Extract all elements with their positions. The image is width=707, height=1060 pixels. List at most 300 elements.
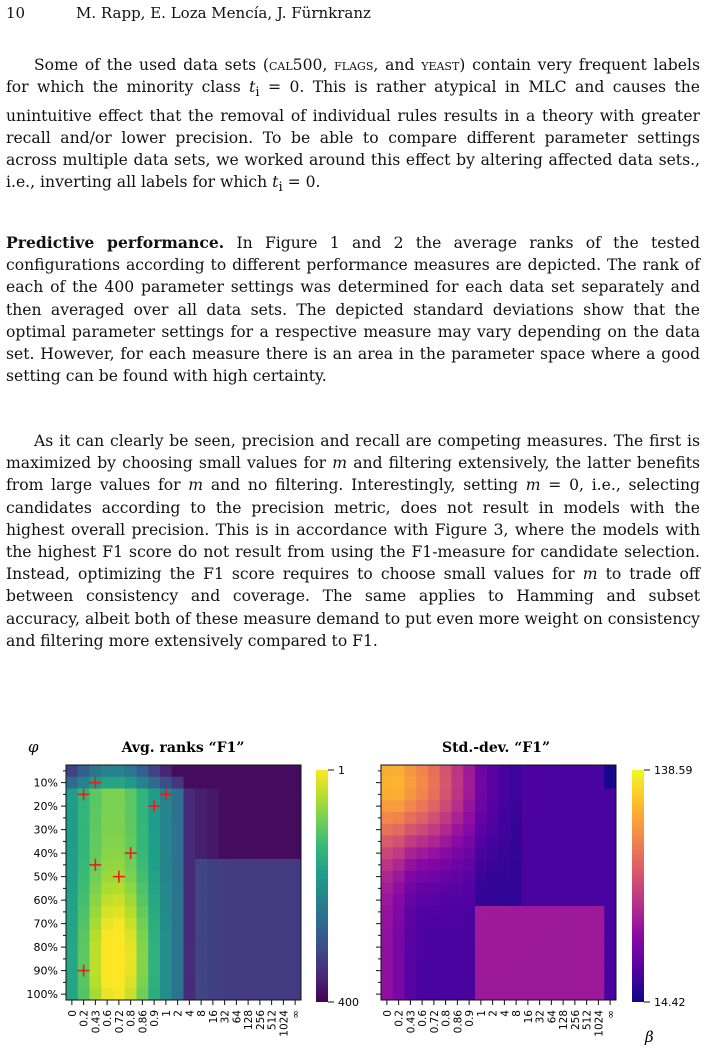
heatmap-1-cell bbox=[137, 812, 149, 824]
heatmap-2-cell bbox=[557, 765, 569, 777]
heatmap-2-cell bbox=[381, 930, 393, 942]
x-tick-label: 4 bbox=[499, 1010, 512, 1017]
heatmap-2-cell bbox=[604, 777, 616, 789]
heatmap-1-cell bbox=[137, 977, 149, 989]
heatmap-1-cell bbox=[78, 977, 90, 989]
heatmap-1-cell bbox=[231, 789, 243, 801]
heatmap-1-cell bbox=[266, 906, 278, 918]
heatmap-2-cell bbox=[463, 847, 475, 859]
heatmap-2-cell bbox=[510, 894, 522, 906]
heatmap-2-cell bbox=[393, 894, 405, 906]
heatmap-2-cell bbox=[452, 800, 464, 812]
heatmap-1-cell bbox=[278, 824, 290, 836]
heatmap-1-cell bbox=[101, 988, 113, 1000]
heatmap-2-cell bbox=[522, 930, 534, 942]
heatmap-1-cell bbox=[90, 941, 102, 953]
heatmap-1-cell bbox=[254, 836, 266, 848]
heatmap-1-cell bbox=[172, 941, 184, 953]
text-run: , bbox=[322, 56, 335, 74]
heatmap-1-cell bbox=[90, 894, 102, 906]
heatmap-2-cell bbox=[428, 977, 440, 989]
heatmap-1-cell bbox=[242, 977, 254, 989]
heatmap-1-cell bbox=[172, 988, 184, 1000]
heatmap-2-cell bbox=[593, 812, 605, 824]
heatmap-1-cell bbox=[278, 883, 290, 895]
heatmap-1-cell bbox=[125, 883, 137, 895]
heatmap-2-cell bbox=[393, 800, 405, 812]
heatmap-1-cell bbox=[78, 894, 90, 906]
heatmap-2-cell bbox=[440, 953, 452, 965]
heatmap-2-cell bbox=[604, 824, 616, 836]
heatmap-2-cell bbox=[546, 941, 558, 953]
heatmap-2-cell bbox=[604, 859, 616, 871]
heatmap-1-cell bbox=[195, 824, 207, 836]
heatmap-1-cell bbox=[184, 930, 196, 942]
heatmap-2-cell bbox=[522, 789, 534, 801]
heatmap-1-cell bbox=[125, 894, 137, 906]
heatmap-2-cell bbox=[381, 765, 393, 777]
heatmap-avg-ranks bbox=[27, 765, 303, 1037]
heatmap-1-cell bbox=[160, 859, 172, 871]
heatmap-1-cell bbox=[172, 859, 184, 871]
heatmap-2-cell bbox=[463, 871, 475, 883]
x-tick-label: 32 bbox=[219, 1010, 232, 1024]
heatmap-1-cell bbox=[195, 812, 207, 824]
heatmap-2-cell bbox=[546, 789, 558, 801]
heatmap-2-cell bbox=[593, 965, 605, 977]
heatmap-2-cell bbox=[440, 918, 452, 930]
heatmap-2-cell bbox=[393, 977, 405, 989]
x-tick-label: 2 bbox=[172, 1010, 185, 1017]
heatmap-2-cell bbox=[440, 906, 452, 918]
heatmap-1-cell bbox=[172, 812, 184, 824]
heatmap-2-cell bbox=[381, 953, 393, 965]
heatmap-1-cell bbox=[219, 918, 231, 930]
heatmap-2-cell bbox=[452, 812, 464, 824]
heatmap-2-cell bbox=[428, 847, 440, 859]
heatmap-2-cell bbox=[416, 930, 428, 942]
page-number: 10 bbox=[6, 4, 26, 22]
heatmap-1-cell bbox=[113, 847, 125, 859]
x-tick-label: 0.6 bbox=[102, 1010, 115, 1027]
heatmap-2-cell bbox=[522, 965, 534, 977]
heatmap-1-cell bbox=[160, 977, 172, 989]
x-tick-label: ∞ bbox=[290, 1010, 303, 1019]
heatmap-1-cell bbox=[172, 918, 184, 930]
heatmap-1-cell bbox=[137, 918, 149, 930]
heatmap-2-cell bbox=[510, 941, 522, 953]
x-tick-label: 1024 bbox=[593, 1010, 606, 1037]
heatmap-1-cell bbox=[90, 847, 102, 859]
heatmap-2-cell bbox=[475, 777, 487, 789]
heatmap-2-cell bbox=[499, 812, 511, 824]
heatmap-1-cell bbox=[242, 836, 254, 848]
heatmap-1-cell bbox=[78, 836, 90, 848]
heatmap-2-cell bbox=[604, 941, 616, 953]
heatmap-2-cell bbox=[569, 918, 581, 930]
heatmap-2-cell bbox=[416, 777, 428, 789]
heatmap-1-cell bbox=[184, 977, 196, 989]
heatmap-1-cell bbox=[195, 977, 207, 989]
heatmap-2-cell bbox=[569, 836, 581, 848]
y-tick-label: 10% bbox=[33, 776, 58, 790]
heatmap-2-cell bbox=[440, 883, 452, 895]
heatmap-1-cell bbox=[137, 894, 149, 906]
heatmap-1-cell bbox=[137, 988, 149, 1000]
heatmap-1-cell bbox=[195, 789, 207, 801]
heatmap-2-cell bbox=[557, 859, 569, 871]
heatmap-1-cell bbox=[137, 883, 149, 895]
paragraph-dataset-note bbox=[6, 54, 700, 199]
heatmap-1-cell bbox=[289, 906, 301, 918]
text-run: i bbox=[278, 180, 283, 196]
x-tick-label: 128 bbox=[243, 1010, 256, 1031]
heatmap-1-cell bbox=[219, 953, 231, 965]
heatmap-2-cell bbox=[393, 777, 405, 789]
heatmap-1-cell bbox=[195, 953, 207, 965]
heatmap-1-cell bbox=[266, 836, 278, 848]
heatmap-1-cell bbox=[113, 977, 125, 989]
heatmap-2-cell bbox=[381, 965, 393, 977]
heatmap-1-cell bbox=[78, 812, 90, 824]
heatmap-2-cell bbox=[393, 871, 405, 883]
paragraph-predictive-performance bbox=[6, 232, 700, 387]
heatmap-2-cell bbox=[475, 988, 487, 1000]
heatmap-1-cell bbox=[254, 918, 266, 930]
heatmap-1-cell bbox=[278, 988, 290, 1000]
text-run: As it can clearly be seen, precision and recall are competing measures. The first is maximized by choosing small values for bbox=[6, 432, 700, 473]
heatmap-1-cell bbox=[66, 930, 78, 942]
colorbar-2-max-label: 138.59 bbox=[654, 764, 693, 777]
heatmap-2-cell bbox=[593, 871, 605, 883]
heatmap-2-cell bbox=[452, 777, 464, 789]
heatmap-2-cell bbox=[475, 941, 487, 953]
heatmap-2-cell bbox=[593, 906, 605, 918]
heatmap-1-cell bbox=[195, 883, 207, 895]
heatmap-1-cell bbox=[125, 836, 137, 848]
heatmap-1-cell bbox=[242, 894, 254, 906]
heatmap-1-cell bbox=[113, 930, 125, 942]
heatmap-2-cell bbox=[510, 918, 522, 930]
heatmap-2-cell bbox=[581, 953, 593, 965]
heatmap-2-cell bbox=[416, 965, 428, 977]
heatmap-2-cell bbox=[522, 847, 534, 859]
heatmap-2-cell bbox=[546, 800, 558, 812]
heatmap-2-cell bbox=[604, 988, 616, 1000]
text-run: m bbox=[525, 476, 541, 495]
heatmap-1-cell bbox=[242, 847, 254, 859]
x-tick-label: 2 bbox=[487, 1010, 500, 1017]
heatmap-2-cell bbox=[593, 918, 605, 930]
heatmap-2-cell bbox=[405, 930, 417, 942]
x-tick-label: 64 bbox=[231, 1010, 244, 1024]
text-run: = 0, i.e., selecting candidates according to the precision metric, does not result in models with the highest overall precision. This is in accordance with Figure 3, where the models with the highest F1 score do not result from using the F1-measure for candidate selection. Instead, optimizing the F1 score requires to choose small values for bbox=[6, 476, 700, 584]
heatmap-2-cell bbox=[393, 836, 405, 848]
x-tick-label: 256 bbox=[569, 1010, 582, 1031]
heatmap-2-cell bbox=[569, 894, 581, 906]
heatmap-2-cell bbox=[569, 777, 581, 789]
heatmap-2-cell bbox=[440, 836, 452, 848]
heatmap-1-cell bbox=[278, 871, 290, 883]
heatmap-1-cell bbox=[242, 765, 254, 777]
heatmap-1-cell bbox=[242, 871, 254, 883]
heatmap-1-cell bbox=[254, 800, 266, 812]
heatmap-2-cell bbox=[581, 906, 593, 918]
heatmap-1-cell bbox=[172, 777, 184, 789]
heatmap-2-cell bbox=[428, 953, 440, 965]
heatmap-2-cell bbox=[557, 930, 569, 942]
heatmap-1-cell bbox=[266, 789, 278, 801]
heatmap-2-cell bbox=[487, 988, 499, 1000]
heatmap-2-cell bbox=[405, 918, 417, 930]
heatmap-2-cell bbox=[452, 965, 464, 977]
heatmap-1-cell bbox=[113, 859, 125, 871]
y-axis-label: φ bbox=[28, 738, 39, 756]
text-run: and filtering extensively, the latter benefits from large values for bbox=[6, 454, 700, 495]
heatmap-1-cell bbox=[125, 812, 137, 824]
heatmap-2-cell bbox=[510, 824, 522, 836]
heatmap-2-cell bbox=[557, 941, 569, 953]
heatmap-1-cell bbox=[289, 800, 301, 812]
y-tick-label: 60% bbox=[33, 894, 58, 908]
heatmap-1-cell bbox=[207, 906, 219, 918]
heatmap-2-cell bbox=[581, 800, 593, 812]
heatmap-2-title: Std.-dev. “F1” bbox=[441, 740, 551, 756]
heatmap-1-cell bbox=[101, 871, 113, 883]
heatmap-2-cell bbox=[581, 883, 593, 895]
heatmap-2-cell bbox=[440, 941, 452, 953]
heatmap-2-cell bbox=[487, 836, 499, 848]
heatmap-2-cell bbox=[534, 800, 546, 812]
heatmap-2-cell bbox=[604, 883, 616, 895]
heatmap-1-cell bbox=[148, 824, 160, 836]
heatmap-2-cell bbox=[405, 859, 417, 871]
heatmap-2-cell bbox=[546, 777, 558, 789]
heatmap-1-cell bbox=[219, 789, 231, 801]
heatmap-2-cell bbox=[510, 777, 522, 789]
heatmap-2-cell bbox=[569, 789, 581, 801]
heatmap-2-cell bbox=[440, 871, 452, 883]
heatmap-2-cell bbox=[557, 965, 569, 977]
x-tick-label: 1 bbox=[160, 1010, 173, 1017]
heatmap-1-cell bbox=[160, 918, 172, 930]
heatmap-2-cell bbox=[546, 918, 558, 930]
heatmap-2-cell bbox=[405, 800, 417, 812]
heatmap-2-cell bbox=[522, 836, 534, 848]
heatmap-2-cell bbox=[405, 906, 417, 918]
heatmap-2-cell bbox=[569, 859, 581, 871]
heatmap-1-cell bbox=[148, 941, 160, 953]
heatmap-1-cell bbox=[207, 871, 219, 883]
heatmap-1-cell bbox=[172, 836, 184, 848]
heatmap-2-cell bbox=[557, 800, 569, 812]
heatmap-2-cell bbox=[475, 871, 487, 883]
heatmap-2-cell bbox=[593, 847, 605, 859]
heatmap-1-cell bbox=[90, 883, 102, 895]
heatmap-2-cell bbox=[381, 812, 393, 824]
heatmap-1-cell bbox=[66, 836, 78, 848]
y-tick-label: 20% bbox=[33, 800, 58, 814]
heatmap-1-cell bbox=[207, 812, 219, 824]
heatmap-1-cell bbox=[66, 988, 78, 1000]
heatmap-1-cell bbox=[113, 812, 125, 824]
heatmap-2-cell bbox=[405, 871, 417, 883]
heatmap-2-cell bbox=[452, 871, 464, 883]
heatmap-2-cell bbox=[499, 777, 511, 789]
heatmap-1-cell bbox=[278, 953, 290, 965]
heatmap-2-cell bbox=[522, 918, 534, 930]
heatmap-2-cell bbox=[452, 930, 464, 942]
heatmap-2-cell bbox=[487, 847, 499, 859]
heatmap-1-cell bbox=[160, 824, 172, 836]
heatmap-1-cell bbox=[125, 824, 137, 836]
heatmap-1-cell bbox=[289, 836, 301, 848]
heatmap-2-cell bbox=[557, 894, 569, 906]
x-axis-label: β bbox=[645, 1028, 654, 1046]
heatmap-2-cell bbox=[557, 824, 569, 836]
heatmap-1-cell bbox=[266, 988, 278, 1000]
heatmap-1-cell bbox=[78, 883, 90, 895]
heatmap-1-cell bbox=[219, 847, 231, 859]
heatmap-2-cell bbox=[522, 824, 534, 836]
heatmap-1-cell bbox=[231, 765, 243, 777]
heatmap-2-cell bbox=[452, 953, 464, 965]
x-tick-label: 0.6 bbox=[417, 1010, 430, 1027]
heatmap-2-cell bbox=[440, 824, 452, 836]
heatmap-1-cell bbox=[195, 894, 207, 906]
heatmap-1-cell bbox=[113, 800, 125, 812]
heatmap-1-cell bbox=[66, 777, 78, 789]
x-tick-label: 64 bbox=[546, 1010, 559, 1024]
x-tick-label: 0.86 bbox=[137, 1010, 150, 1034]
heatmap-1-cell bbox=[207, 953, 219, 965]
heatmap-2-cell bbox=[428, 777, 440, 789]
heatmap-1-cell bbox=[242, 930, 254, 942]
y-tick-label: 50% bbox=[33, 870, 58, 884]
heatmap-1-cell bbox=[113, 906, 125, 918]
heatmap-2-cell bbox=[475, 812, 487, 824]
y-tick-label: 90% bbox=[33, 964, 58, 978]
heatmap-1-cell bbox=[184, 965, 196, 977]
heatmap-1-cell bbox=[219, 941, 231, 953]
heatmap-2-cell bbox=[405, 988, 417, 1000]
heatmap-1-cell bbox=[195, 918, 207, 930]
heatmap-2-cell bbox=[428, 859, 440, 871]
heatmap-2-cell bbox=[463, 824, 475, 836]
heatmap-2-cell bbox=[463, 836, 475, 848]
heatmap-1-cell bbox=[289, 953, 301, 965]
heatmap-1-cell bbox=[242, 859, 254, 871]
heatmap-1-cell bbox=[266, 965, 278, 977]
heatmap-2-cell bbox=[569, 906, 581, 918]
heatmap-1-cell bbox=[125, 941, 137, 953]
heatmap-2-cell bbox=[499, 847, 511, 859]
heatmap-2-cell bbox=[510, 812, 522, 824]
heatmap-2-cell bbox=[581, 918, 593, 930]
heatmap-1-cell bbox=[160, 812, 172, 824]
heatmap-2-cell bbox=[487, 941, 499, 953]
heatmap-1-cell bbox=[278, 800, 290, 812]
heatmap-1-cell bbox=[278, 977, 290, 989]
heatmap-1-cell bbox=[137, 777, 149, 789]
heatmap-2-cell bbox=[440, 789, 452, 801]
heatmap-1-cell bbox=[207, 777, 219, 789]
heatmap-1-cell bbox=[254, 906, 266, 918]
heatmap-2-cell bbox=[440, 859, 452, 871]
heatmap-1-cell bbox=[66, 800, 78, 812]
x-tick-label: 0.43 bbox=[405, 1010, 418, 1034]
heatmap-2-cell bbox=[428, 930, 440, 942]
heatmap-2-cell bbox=[405, 953, 417, 965]
heatmap-1-cell bbox=[184, 953, 196, 965]
heatmap-2-cell bbox=[522, 765, 534, 777]
heatmap-2-cell bbox=[452, 918, 464, 930]
heatmap-2-cell bbox=[604, 847, 616, 859]
heatmap-2-cell bbox=[452, 977, 464, 989]
heatmap-2-cell bbox=[475, 965, 487, 977]
heatmap-1-cell bbox=[207, 894, 219, 906]
heatmap-1-cell bbox=[231, 930, 243, 942]
heatmap-2-cell bbox=[499, 836, 511, 848]
heatmap-2-cell bbox=[416, 824, 428, 836]
heatmap-2-cell bbox=[534, 894, 546, 906]
heatmap-2-cell bbox=[416, 789, 428, 801]
heatmap-1-cell bbox=[207, 918, 219, 930]
heatmap-1-cell bbox=[137, 800, 149, 812]
heatmap-2-cell bbox=[487, 965, 499, 977]
heatmap-1-cell bbox=[219, 906, 231, 918]
heatmap-2-cell bbox=[487, 859, 499, 871]
text-run: cal500 bbox=[269, 56, 323, 74]
heatmap-2-cell bbox=[522, 812, 534, 824]
heatmap-1-cell bbox=[184, 765, 196, 777]
heatmap-1-cell bbox=[148, 894, 160, 906]
heatmap-2-cell bbox=[546, 965, 558, 977]
heatmap-1-cell bbox=[172, 953, 184, 965]
x-tick-label: 0.72 bbox=[428, 1010, 441, 1034]
heatmap-1-cell bbox=[113, 824, 125, 836]
text-run: flags bbox=[334, 56, 374, 74]
heatmap-1-cell bbox=[101, 777, 113, 789]
heatmap-2-cell bbox=[405, 824, 417, 836]
heatmap-1-cell bbox=[231, 824, 243, 836]
heatmap-1-cell bbox=[278, 847, 290, 859]
heatmap-1-cell bbox=[78, 777, 90, 789]
heatmap-2-cell bbox=[475, 859, 487, 871]
heatmap-1-cell bbox=[148, 988, 160, 1000]
heatmap-1-cell bbox=[66, 847, 78, 859]
heatmap-2-cell bbox=[510, 883, 522, 895]
heatmap-2-cell bbox=[475, 847, 487, 859]
heatmap-2-cell bbox=[475, 977, 487, 989]
heatmap-1-cell bbox=[254, 988, 266, 1000]
heatmap-1-cell bbox=[90, 871, 102, 883]
heatmap-1-cell bbox=[266, 765, 278, 777]
heatmap-1-cell bbox=[66, 789, 78, 801]
x-tick-label: 0 bbox=[66, 1010, 79, 1017]
heatmap-1-cell bbox=[172, 789, 184, 801]
heatmap-1-cell bbox=[90, 930, 102, 942]
heatmap-1-cell bbox=[125, 871, 137, 883]
heatmap-2-cell bbox=[463, 800, 475, 812]
heatmap-2-cell bbox=[557, 918, 569, 930]
heatmap-1-cell bbox=[242, 789, 254, 801]
heatmap-1-cell bbox=[137, 859, 149, 871]
x-tick-label: 512 bbox=[581, 1010, 594, 1031]
heatmap-1-cell bbox=[219, 930, 231, 942]
heatmap-1-cell bbox=[219, 883, 231, 895]
text-run: t bbox=[249, 78, 256, 97]
